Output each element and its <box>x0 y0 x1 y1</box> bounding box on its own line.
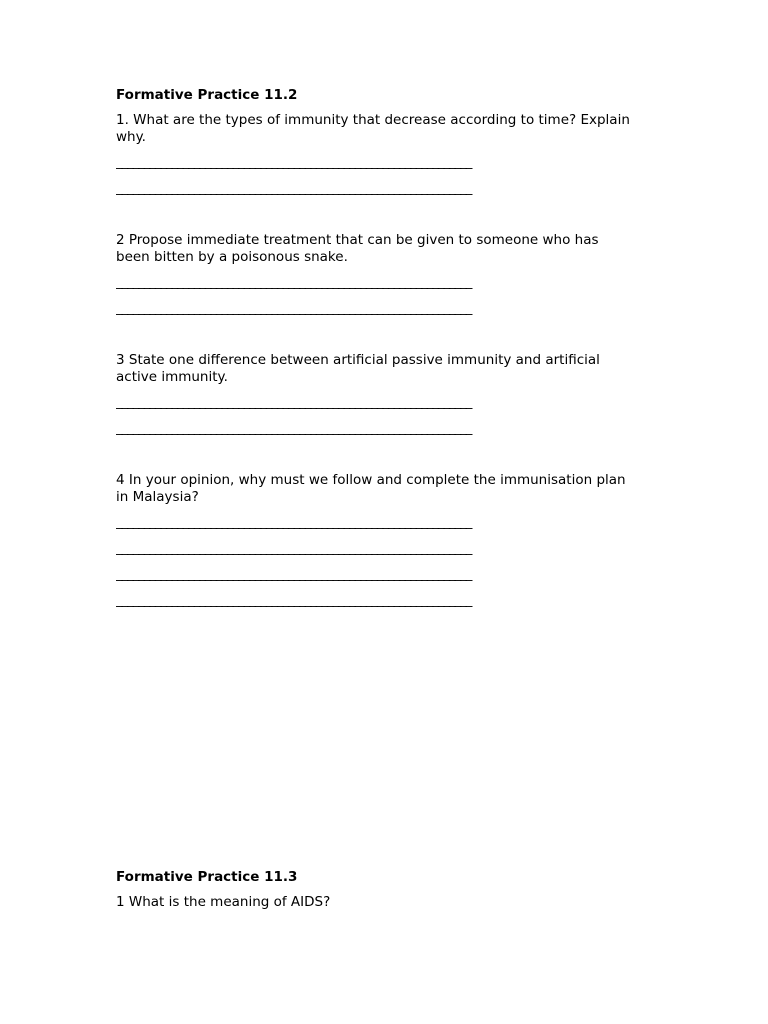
answer-line: ________________________________________________________________ <box>116 394 472 410</box>
formative-practice-11-2 <box>116 86 636 608</box>
answer-line: ________________________________________________________________ <box>116 566 472 582</box>
answer-line: ________________________________________________________________ <box>116 274 472 290</box>
section-title: Formative Practice 11.2 <box>116 87 298 103</box>
answer-line: ________________________________________________________________ <box>116 154 472 170</box>
answer-line: ________________________________________________________________ <box>116 592 472 608</box>
question-text: 4 In your opinion, why must we follow and complete the immunisation plan in Malaysia? <box>116 472 626 505</box>
answer-line: ________________________________________________________________ <box>116 514 472 530</box>
question-text: 1 What is the meaning of AIDS? <box>116 894 331 910</box>
answer-line: ________________________________________________________________ <box>116 180 472 196</box>
answer-line: ________________________________________________________________ <box>116 300 472 316</box>
question-text: 2 Propose immediate treatment that can be given to someone who has been bitten by a poisonous snake. <box>116 232 599 265</box>
section-title: Formative Practice 11.3 <box>116 869 298 885</box>
question-4 <box>116 472 636 608</box>
question-2 <box>116 232 636 316</box>
question-text: 3 State one difference between artificial passive immunity and artificial active immunity. <box>116 352 600 385</box>
answer-line: ________________________________________________________________ <box>116 540 472 556</box>
question-3 <box>116 352 636 436</box>
answer-line: ________________________________________________________________ <box>116 420 472 436</box>
formative-practice-11-3 <box>116 868 636 911</box>
question-1 <box>116 112 636 196</box>
question-text: 1. What are the types of immunity that decrease according to time? Explain why. <box>116 112 630 145</box>
